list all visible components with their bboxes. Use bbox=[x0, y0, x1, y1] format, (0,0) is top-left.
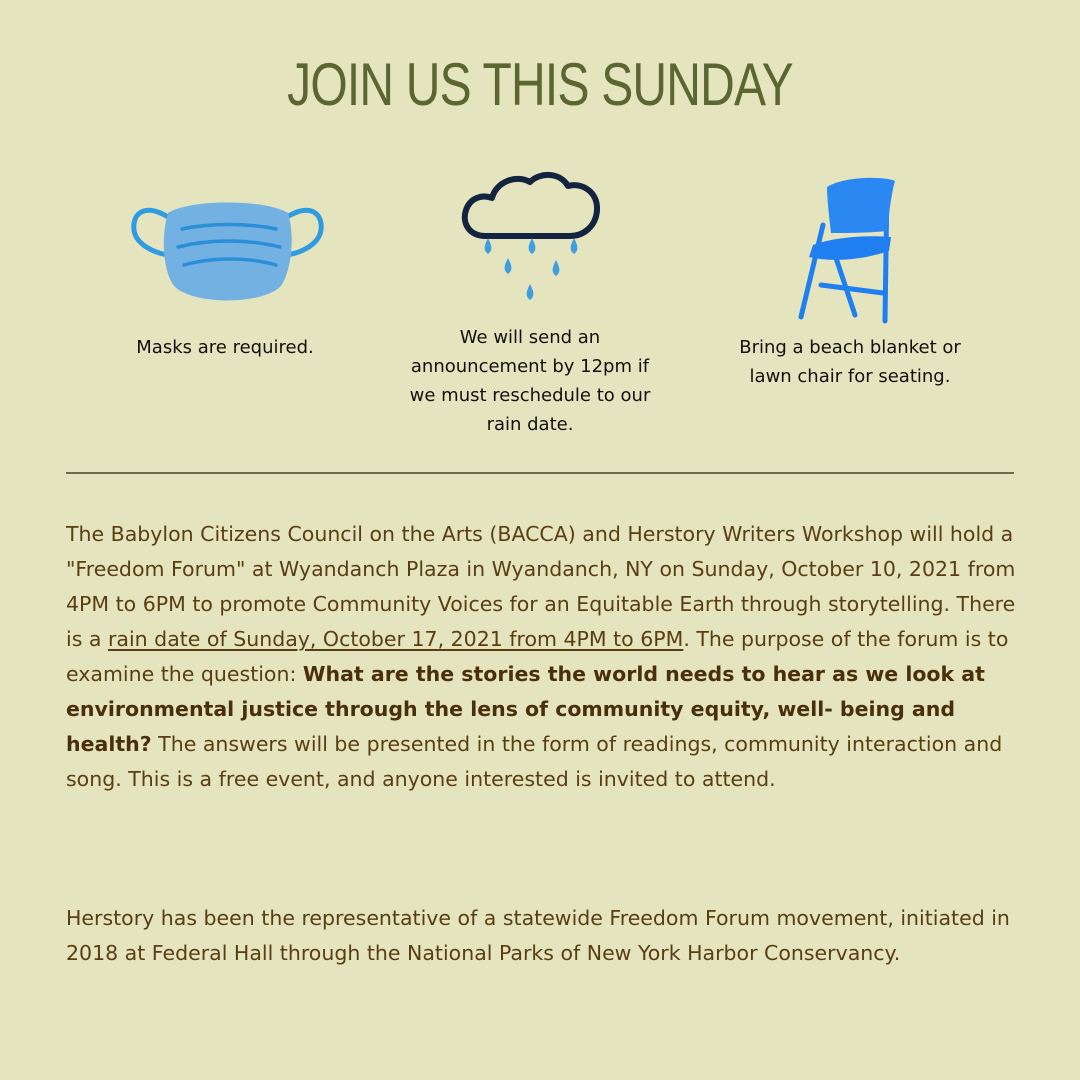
folding-chair-icon bbox=[795, 175, 905, 325]
seating-caption bbox=[710, 333, 990, 391]
seating-caption-line: lawn chair for seating. bbox=[749, 366, 951, 387]
rain-caption-line: announcement by 12pm if bbox=[410, 356, 650, 377]
herstory-paragraph: Herstory has been the representative of a statewide Freedom Forum movement, initiated in 2018 at Federal Hall through the National Parks of New York Harbor Conservancy. bbox=[66, 906, 1010, 965]
description-text: The Babylon Citizens Council on the Arts (BACCA) and Herstory Writers Workshop will hold a "Freedom Forum" at Wyandanch Plaza in Wyandanch, NY on Sunday, October 10, 2021 from 4PM to 6PM to promote Community Voices for an Equitable Earth through storytelling. There is a bbox=[66, 522, 1016, 651]
masks-caption: Masks are required. bbox=[136, 337, 314, 358]
seating-caption-line: Bring a beach blanket or bbox=[739, 337, 961, 358]
rain-date-text: rain date of Sunday, October 17, 2021 from 4PM to 6PM bbox=[107, 627, 684, 651]
rain-caption-line: We will send an bbox=[459, 327, 601, 348]
forum-question: What are the stories the world needs to hear as we look at environmental justice through the lens of community equity, well- being and health? bbox=[66, 662, 985, 756]
rain-caption-line: we must reschedule to our bbox=[409, 385, 651, 406]
mask-icon bbox=[130, 195, 325, 310]
rain-caption bbox=[390, 323, 670, 439]
section-divider bbox=[66, 472, 1014, 474]
rain-caption-line: rain date. bbox=[486, 414, 574, 435]
rain-cloud-icon bbox=[460, 170, 605, 310]
description-text: . The purpose of the forum is to examine the question: bbox=[66, 627, 1009, 686]
page-title: JOIN US THIS SUNDAY bbox=[287, 51, 793, 118]
description-text: The answers will be presented in the form of readings, community interaction and song. This is a free event, and anyone interested is invited to attend. bbox=[66, 732, 1003, 791]
event-description bbox=[66, 517, 1026, 797]
